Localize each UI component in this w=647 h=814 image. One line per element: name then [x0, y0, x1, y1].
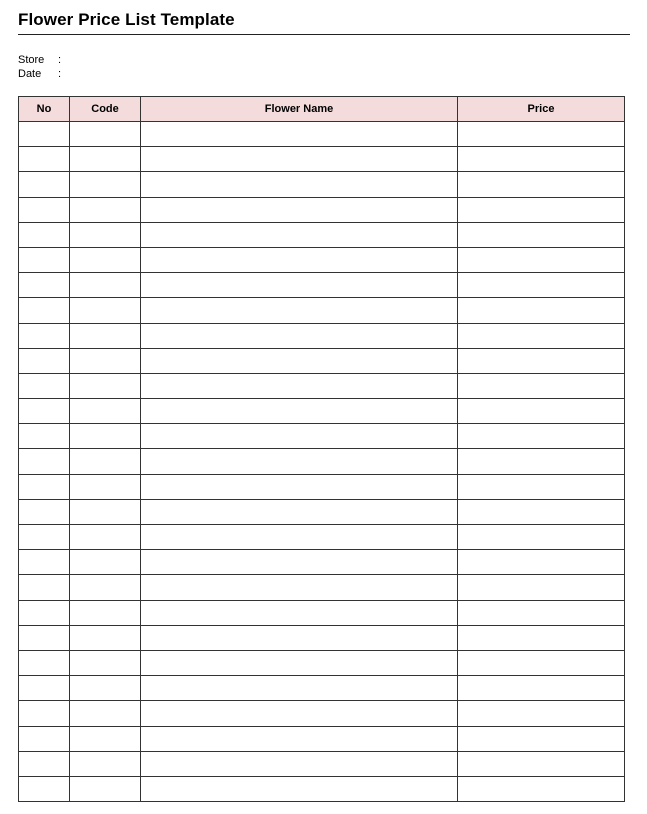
price-cell — [458, 499, 625, 524]
code-cell — [70, 449, 141, 474]
flower-name-cell — [141, 348, 458, 373]
code-cell — [70, 323, 141, 348]
table-row — [19, 525, 625, 550]
table-row — [19, 650, 625, 675]
no-cell — [19, 776, 70, 801]
table-row — [19, 172, 625, 197]
table-row — [19, 575, 625, 600]
table-row — [19, 197, 625, 222]
flower-name-cell — [141, 197, 458, 222]
price-cell — [458, 348, 625, 373]
price-cell — [458, 147, 625, 172]
code-cell — [70, 373, 141, 398]
flower-name-cell — [141, 172, 458, 197]
code-cell — [70, 550, 141, 575]
price-cell — [458, 247, 625, 272]
no-cell — [19, 474, 70, 499]
table-row — [19, 373, 625, 398]
column-header-no: No — [19, 97, 70, 122]
table-row — [19, 247, 625, 272]
price-cell — [458, 701, 625, 726]
table-row — [19, 625, 625, 650]
flower-name-cell — [141, 726, 458, 751]
price-cell — [458, 726, 625, 751]
flower-name-cell — [141, 147, 458, 172]
flower-name-cell — [141, 575, 458, 600]
flower-name-cell — [141, 273, 458, 298]
table-body — [19, 122, 625, 802]
no-cell — [19, 650, 70, 675]
no-cell — [19, 701, 70, 726]
flower-name-cell — [141, 474, 458, 499]
code-cell — [70, 122, 141, 147]
price-cell — [458, 525, 625, 550]
no-cell — [19, 625, 70, 650]
code-cell — [70, 525, 141, 550]
code-cell — [70, 298, 141, 323]
no-cell — [19, 525, 70, 550]
flower-name-cell — [141, 323, 458, 348]
table-row — [19, 701, 625, 726]
code-cell — [70, 575, 141, 600]
table-row — [19, 323, 625, 348]
date-field — [18, 67, 61, 81]
no-cell — [19, 399, 70, 424]
table-row — [19, 122, 625, 147]
flower-name-cell — [141, 650, 458, 675]
code-cell — [70, 273, 141, 298]
store-separator: : — [58, 54, 62, 66]
code-cell — [70, 348, 141, 373]
code-cell — [70, 147, 141, 172]
table-row — [19, 147, 625, 172]
price-cell — [458, 122, 625, 147]
date-separator: : — [58, 68, 62, 80]
no-cell — [19, 197, 70, 222]
no-cell — [19, 726, 70, 751]
no-cell — [19, 373, 70, 398]
code-cell — [70, 247, 141, 272]
flower-name-cell — [141, 625, 458, 650]
code-cell — [70, 474, 141, 499]
table-row — [19, 726, 625, 751]
no-cell — [19, 172, 70, 197]
code-cell — [70, 776, 141, 801]
flower-name-cell — [141, 499, 458, 524]
table-row — [19, 273, 625, 298]
code-cell — [70, 751, 141, 776]
table-header-row — [19, 97, 625, 122]
flower-name-cell — [141, 222, 458, 247]
code-cell — [70, 600, 141, 625]
price-cell — [458, 197, 625, 222]
price-cell — [458, 676, 625, 701]
code-cell — [70, 701, 141, 726]
price-cell — [458, 172, 625, 197]
price-cell — [458, 575, 625, 600]
price-cell — [458, 399, 625, 424]
no-cell — [19, 600, 70, 625]
no-cell — [19, 676, 70, 701]
flower-name-cell — [141, 525, 458, 550]
no-cell — [19, 550, 70, 575]
table-row — [19, 751, 625, 776]
price-cell — [458, 751, 625, 776]
column-header-code: Code — [70, 97, 141, 122]
table-row — [19, 298, 625, 323]
table-row — [19, 776, 625, 801]
flower-name-cell — [141, 776, 458, 801]
no-cell — [19, 147, 70, 172]
price-cell — [458, 424, 625, 449]
table-row — [19, 449, 625, 474]
flower-name-cell — [141, 399, 458, 424]
price-cell — [458, 474, 625, 499]
title-divider — [18, 34, 630, 35]
price-cell — [458, 550, 625, 575]
flower-name-cell — [141, 676, 458, 701]
no-cell — [19, 499, 70, 524]
column-header-flower-name: Flower Name — [141, 97, 458, 122]
price-cell — [458, 298, 625, 323]
price-cell — [458, 222, 625, 247]
no-cell — [19, 222, 70, 247]
no-cell — [19, 298, 70, 323]
flower-name-cell — [141, 449, 458, 474]
flower-name-cell — [141, 247, 458, 272]
code-cell — [70, 197, 141, 222]
code-cell — [70, 222, 141, 247]
date-label: Date — [18, 68, 42, 80]
code-cell — [70, 625, 141, 650]
no-cell — [19, 424, 70, 449]
code-cell — [70, 726, 141, 751]
no-cell — [19, 247, 70, 272]
column-header-price: Price — [458, 97, 625, 122]
code-cell — [70, 676, 141, 701]
price-cell — [458, 373, 625, 398]
store-label: Store — [18, 54, 45, 66]
table-row — [19, 550, 625, 575]
table-row — [19, 399, 625, 424]
no-cell — [19, 575, 70, 600]
table-row — [19, 474, 625, 499]
flower-name-cell — [141, 550, 458, 575]
flower-name-cell — [141, 424, 458, 449]
flower-name-cell — [141, 600, 458, 625]
flower-name-cell — [141, 298, 458, 323]
price-cell — [458, 600, 625, 625]
table-row — [19, 348, 625, 373]
no-cell — [19, 323, 70, 348]
no-cell — [19, 122, 70, 147]
table-row — [19, 499, 625, 524]
table-row — [19, 424, 625, 449]
flower-name-cell — [141, 701, 458, 726]
flower-name-cell — [141, 373, 458, 398]
no-cell — [19, 751, 70, 776]
table-row — [19, 676, 625, 701]
price-cell — [458, 776, 625, 801]
no-cell — [19, 273, 70, 298]
store-field — [18, 53, 61, 67]
price-list-table — [18, 96, 625, 802]
no-cell — [19, 449, 70, 474]
flower-name-cell — [141, 122, 458, 147]
flower-name-cell — [141, 751, 458, 776]
price-cell — [458, 273, 625, 298]
code-cell — [70, 499, 141, 524]
code-cell — [70, 399, 141, 424]
code-cell — [70, 172, 141, 197]
price-cell — [458, 650, 625, 675]
price-cell — [458, 625, 625, 650]
page-title: Flower Price List Template — [18, 10, 235, 29]
price-cell — [458, 323, 625, 348]
code-cell — [70, 650, 141, 675]
price-cell — [458, 449, 625, 474]
code-cell — [70, 424, 141, 449]
table-row — [19, 222, 625, 247]
no-cell — [19, 348, 70, 373]
table-row — [19, 600, 625, 625]
